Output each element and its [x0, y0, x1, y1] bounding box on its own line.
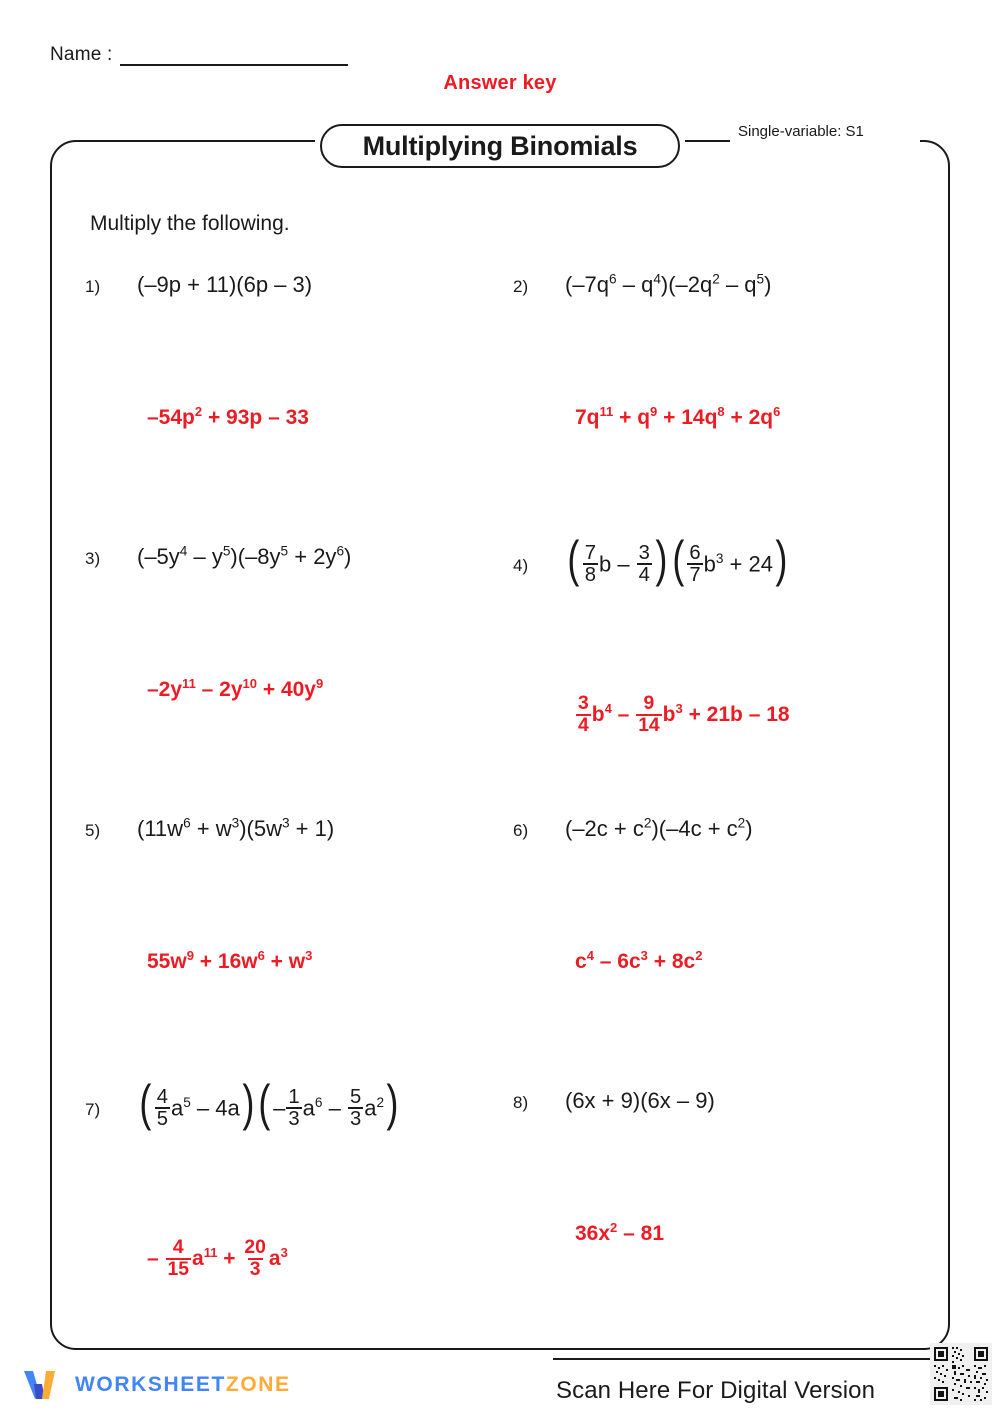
problem-question: [85, 272, 505, 298]
problem-answer: $36x^2 - 81$: [575, 1220, 665, 1245]
qr-code-icon[interactable]: [930, 1343, 992, 1405]
problem-question: [85, 816, 505, 842]
instruction-text: Multiply the following.: [90, 212, 290, 235]
scan-label: Scan Here For Digital Version: [556, 1377, 876, 1404]
problem-answer: $55w^9 + 16w^6 + w^3$: [147, 948, 313, 973]
problem-answer: $c^4 - 6c^3 + 8c^2$: [575, 948, 703, 973]
problem-row: [0, 530, 1000, 816]
problem-8: [513, 1088, 933, 1246]
problem-expression: ( $\frac{4}{5}$ $a^5 - 4a$)( – $\frac{1}{3}$ $a^6$ – $\frac{5}{3}$ $a^2$): [139, 1074, 399, 1131]
name-field-row: [50, 44, 348, 66]
logo-text: [75, 1373, 291, 1397]
problem-expression: ( $\frac{7}{8}$ b – $\frac{3}{4}$ )( $\frac{6}{7}$ $b^3 + 24$): [567, 530, 788, 587]
problem-6: [513, 816, 933, 974]
problem-row: [0, 816, 1000, 1088]
scan-divider: [553, 1358, 935, 1360]
logo-mark-icon: [22, 1368, 64, 1402]
problem-5: [85, 816, 505, 974]
problem-3: [85, 544, 505, 702]
problem-number: 5): [85, 821, 101, 840]
name-label: Name :: [50, 44, 113, 65]
problem-answer: $-54p^2 + 93p - 33$: [147, 404, 309, 429]
problem-answer: – $\frac{4}{15}$ $a^{11}$ + $\frac{20}{3}$ $a^3$: [147, 1237, 288, 1280]
problem-expression: $(-2c + c^2)(-4c + c^2)$: [565, 815, 753, 841]
problem-expression: $(-7q^6 - q^4)(-2q^2 - q^5)$: [565, 271, 772, 297]
variant-label: Single-variable: S1: [738, 123, 864, 140]
problem-question: [513, 1088, 933, 1114]
problem-2: [513, 272, 933, 430]
problem-number: 1): [85, 277, 101, 296]
problem-expression: $(-5y^4 - y^5)(-8y^5 + 2y^6)$: [137, 543, 352, 569]
problem-question: [85, 544, 505, 570]
problem-expression: $(11w^6 + w^3)(5w^3 + 1)$: [137, 815, 335, 841]
problem-row: [0, 1074, 1000, 1360]
problem-7: [85, 1074, 505, 1281]
logo-zone-text: ZONE: [225, 1373, 291, 1396]
problems-grid: [0, 272, 1000, 1360]
problem-row: [0, 272, 1000, 544]
worksheet-title-pill: [320, 124, 680, 168]
problem-number: 4): [513, 556, 529, 576]
problem-answer: $\frac{3}{4}$ $b^4$ – $\frac{9}{14}$ $b^3 + 21b - 18$: [578, 693, 790, 736]
problem-number: 2): [513, 277, 529, 296]
problem-question: [513, 530, 933, 587]
problem-4: [513, 530, 933, 737]
problem-number: 8): [513, 1093, 529, 1112]
problem-number: 7): [85, 1100, 101, 1120]
problem-question: [513, 816, 933, 842]
problem-1: [85, 272, 505, 430]
logo-worksheet-text: WORKSHEET: [75, 1373, 226, 1396]
problem-number: 3): [85, 549, 101, 568]
problem-expression: (–9p + 11)(6p – 3): [137, 272, 313, 297]
problem-answer: $7q^{11} + q^9 + 14q^8 + 2q^6$: [575, 404, 781, 429]
problem-expression: (6x + 9)(6x – 9): [565, 1088, 715, 1113]
problem-number: 6): [513, 821, 529, 840]
answer-key-label: Answer key: [443, 72, 557, 94]
problem-question: [85, 1074, 505, 1131]
problem-question: [513, 272, 933, 298]
worksheet-zone-logo[interactable]: [22, 1368, 291, 1402]
problem-answer: $-2y^{11} - 2y^{10} + 40y^9$: [147, 676, 324, 701]
page-title: Multiplying Binomials: [362, 130, 638, 161]
name-input-line[interactable]: [120, 46, 348, 66]
